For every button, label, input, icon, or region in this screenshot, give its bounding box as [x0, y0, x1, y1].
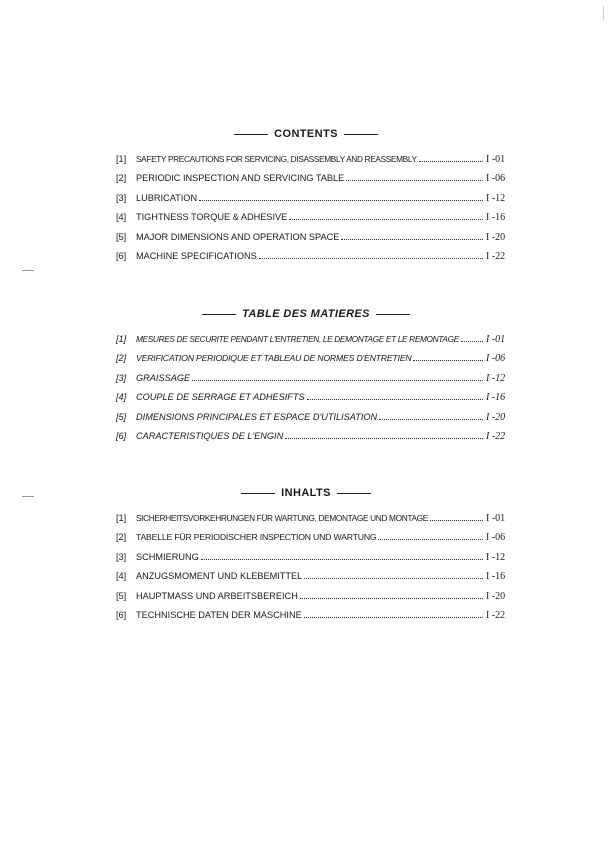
heading-text: INHALTS: [281, 487, 331, 499]
dot-leader: [192, 380, 483, 381]
toc-entry[interactable]: [3] SCHMIERUNG I -12: [116, 548, 520, 567]
heading-rule-left: [202, 314, 236, 315]
toc-entry[interactable]: [4] COUPLE DE SERRAGE ET ADHESIFTS I -16: [116, 388, 520, 407]
heading-rule-right: [337, 493, 371, 494]
toc-entry[interactable]: [5] HAUPTMASS UND ARBEITSBEREICH I -20: [116, 587, 520, 606]
toc-entry[interactable]: [1] MESURES DE SECURITE PENDANT L'ENTRETIEN, LE DEMONTAGE ET LE REMONTAGE I -01: [116, 330, 520, 349]
toc-title: MESURES DE SECURITE PENDANT L'ENTRETIEN, LE DEMONTAGE ET LE REMONTAGE: [136, 334, 459, 344]
toc-entry[interactable]: [6] TECHNISCHE DATEN DER MASCHINE I -22: [116, 606, 520, 625]
toc-entry[interactable]: [2] TABELLE FÜR PERIODISCHER INSPECTION UND WARTUNG I -06: [116, 528, 520, 547]
toc-page: I -22: [486, 430, 506, 442]
dot-leader: [285, 438, 483, 439]
dot-leader: [300, 598, 483, 599]
contents-section-fr: [0, 304, 612, 446]
toc-entry[interactable]: [6] MACHINE SPECIFICATIONS I -22: [116, 247, 520, 266]
toc-entry[interactable]: [3] GRAISSAGE I -12: [116, 369, 520, 388]
toc-page: I -01: [486, 334, 506, 345]
heading-text: CONTENTS: [274, 128, 338, 140]
toc-title: VERIFICATION PERIODIQUE ET TABLEAU DE NORMES D'ENTRETIEN: [136, 353, 412, 364]
dot-leader: [289, 219, 483, 220]
toc-entry[interactable]: [3] LUBRICATION I -12: [116, 189, 520, 208]
heading-rule-left: [234, 134, 268, 135]
dot-leader: [201, 559, 483, 560]
toc-title: PERIODIC INSPECTION AND SERVICING TABLE: [136, 173, 345, 184]
toc-entry[interactable]: [4] TIGHTNESS TORQUE & ADHESIVE I -16: [116, 208, 520, 227]
toc-title: CARACTERISTIQUES DE L'ENGIN: [136, 430, 284, 441]
dot-leader: [307, 399, 483, 400]
toc-title: LUBRICATION: [136, 192, 198, 203]
toc-page: I -06: [486, 532, 506, 544]
toc-title: SICHERHEITSVORKEHRUNGEN FÜR WARTUNG, DEMONTAGE UND MONTAGE: [136, 513, 428, 523]
toc-title: MAJOR DIMENSIONS AND OPERATION SPACE: [136, 231, 340, 242]
dot-leader: [259, 258, 483, 259]
dot-leader: [379, 419, 483, 420]
heading-rule-right: [376, 314, 410, 315]
toc-page: I -12: [486, 551, 506, 563]
toc-entry[interactable]: [5] DIMENSIONS PRINCIPALES ET ESPACE D'UTILISATION I -20: [116, 408, 520, 427]
margin-mark: [603, 6, 604, 20]
section-heading: [0, 304, 612, 324]
toc-page: I -16: [486, 392, 506, 404]
toc-page: I -16: [486, 571, 506, 583]
contents-section-en: [0, 124, 612, 266]
toc-page: I -12: [486, 372, 506, 384]
toc-page: I -01: [486, 154, 506, 165]
toc-title: SAFETY PRECAUTIONS FOR SERVICING, DISASSEMBLY AND REASSEMBLY: [136, 154, 417, 164]
toc-page: I -22: [486, 250, 506, 262]
toc-page: I -06: [486, 173, 506, 185]
heading-text: TABLE DES MATIERES: [242, 308, 370, 320]
toc-list: [116, 330, 520, 446]
dot-leader: [430, 520, 483, 521]
toc-page: I -06: [486, 353, 506, 365]
toc-entry[interactable]: [2] PERIODIC INSPECTION AND SERVICING TABLE I -06: [116, 169, 520, 188]
toc-entry[interactable]: [1] SICHERHEITSVORKEHRUNGEN FÜR WARTUNG, DEMONTAGE UND MONTAGE I -01: [116, 509, 520, 528]
dot-leader: [346, 180, 483, 181]
dot-leader: [304, 617, 483, 618]
dot-leader: [378, 539, 483, 540]
toc-list: [116, 150, 520, 266]
section-heading: [0, 124, 612, 144]
toc-page: I -20: [486, 590, 506, 602]
heading-rule-right: [344, 134, 378, 135]
section-heading: [0, 483, 612, 503]
toc-title: ANZUGSMOMENT UND KLEBEMITTEL: [136, 571, 303, 582]
toc-title: COUPLE DE SERRAGE ET ADHESIFTS: [136, 392, 305, 403]
toc-title: MACHINE SPECIFICATIONS: [136, 250, 257, 261]
toc-page: I -12: [486, 192, 506, 204]
toc-page: I -20: [486, 411, 506, 423]
dot-leader: [304, 578, 483, 579]
dot-leader: [199, 200, 483, 201]
toc-entry[interactable]: [5] MAJOR DIMENSIONS AND OPERATION SPACE I -20: [116, 228, 520, 247]
toc-title: TECHNISCHE DATEN DER MASCHINE: [136, 609, 302, 620]
toc-entry[interactable]: [4] ANZUGSMOMENT UND KLEBEMITTEL I -16: [116, 567, 520, 586]
margin-mark: [22, 270, 34, 271]
dot-leader: [461, 341, 483, 342]
toc-title: TIGHTNESS TORQUE & ADHESIVE: [136, 212, 288, 223]
toc-entry[interactable]: [6] CARACTERISTIQUES DE L'ENGIN I -22: [116, 427, 520, 446]
toc-page: I -01: [486, 513, 506, 524]
dot-leader: [341, 239, 483, 240]
toc-title: TABELLE FÜR PERIODISCHER INSPECTION UND WARTUNG: [136, 532, 377, 543]
toc-title: DIMENSIONS PRINCIPALES ET ESPACE D'UTILISATION: [136, 411, 378, 422]
toc-list: [116, 509, 520, 625]
toc-title: GRAISSAGE: [136, 372, 191, 383]
contents-section-de: [0, 483, 612, 625]
dot-leader: [413, 360, 483, 361]
toc-entry[interactable]: [1] SAFETY PRECAUTIONS FOR SERVICING, DISASSEMBLY AND REASSEMBLY I -01: [116, 150, 520, 169]
toc-page: I -16: [486, 212, 506, 224]
heading-rule-left: [241, 493, 275, 494]
toc-entry[interactable]: [2] VERIFICATION PERIODIQUE ET TABLEAU DE NORMES D'ENTRETIEN I -06: [116, 349, 520, 368]
toc-page: I -22: [486, 609, 506, 621]
dot-leader: [419, 161, 483, 162]
toc-title: SCHMIERUNG: [136, 551, 199, 562]
toc-page: I -20: [486, 231, 506, 243]
toc-title: HAUPTMASS UND ARBEITSBEREICH: [136, 590, 298, 601]
